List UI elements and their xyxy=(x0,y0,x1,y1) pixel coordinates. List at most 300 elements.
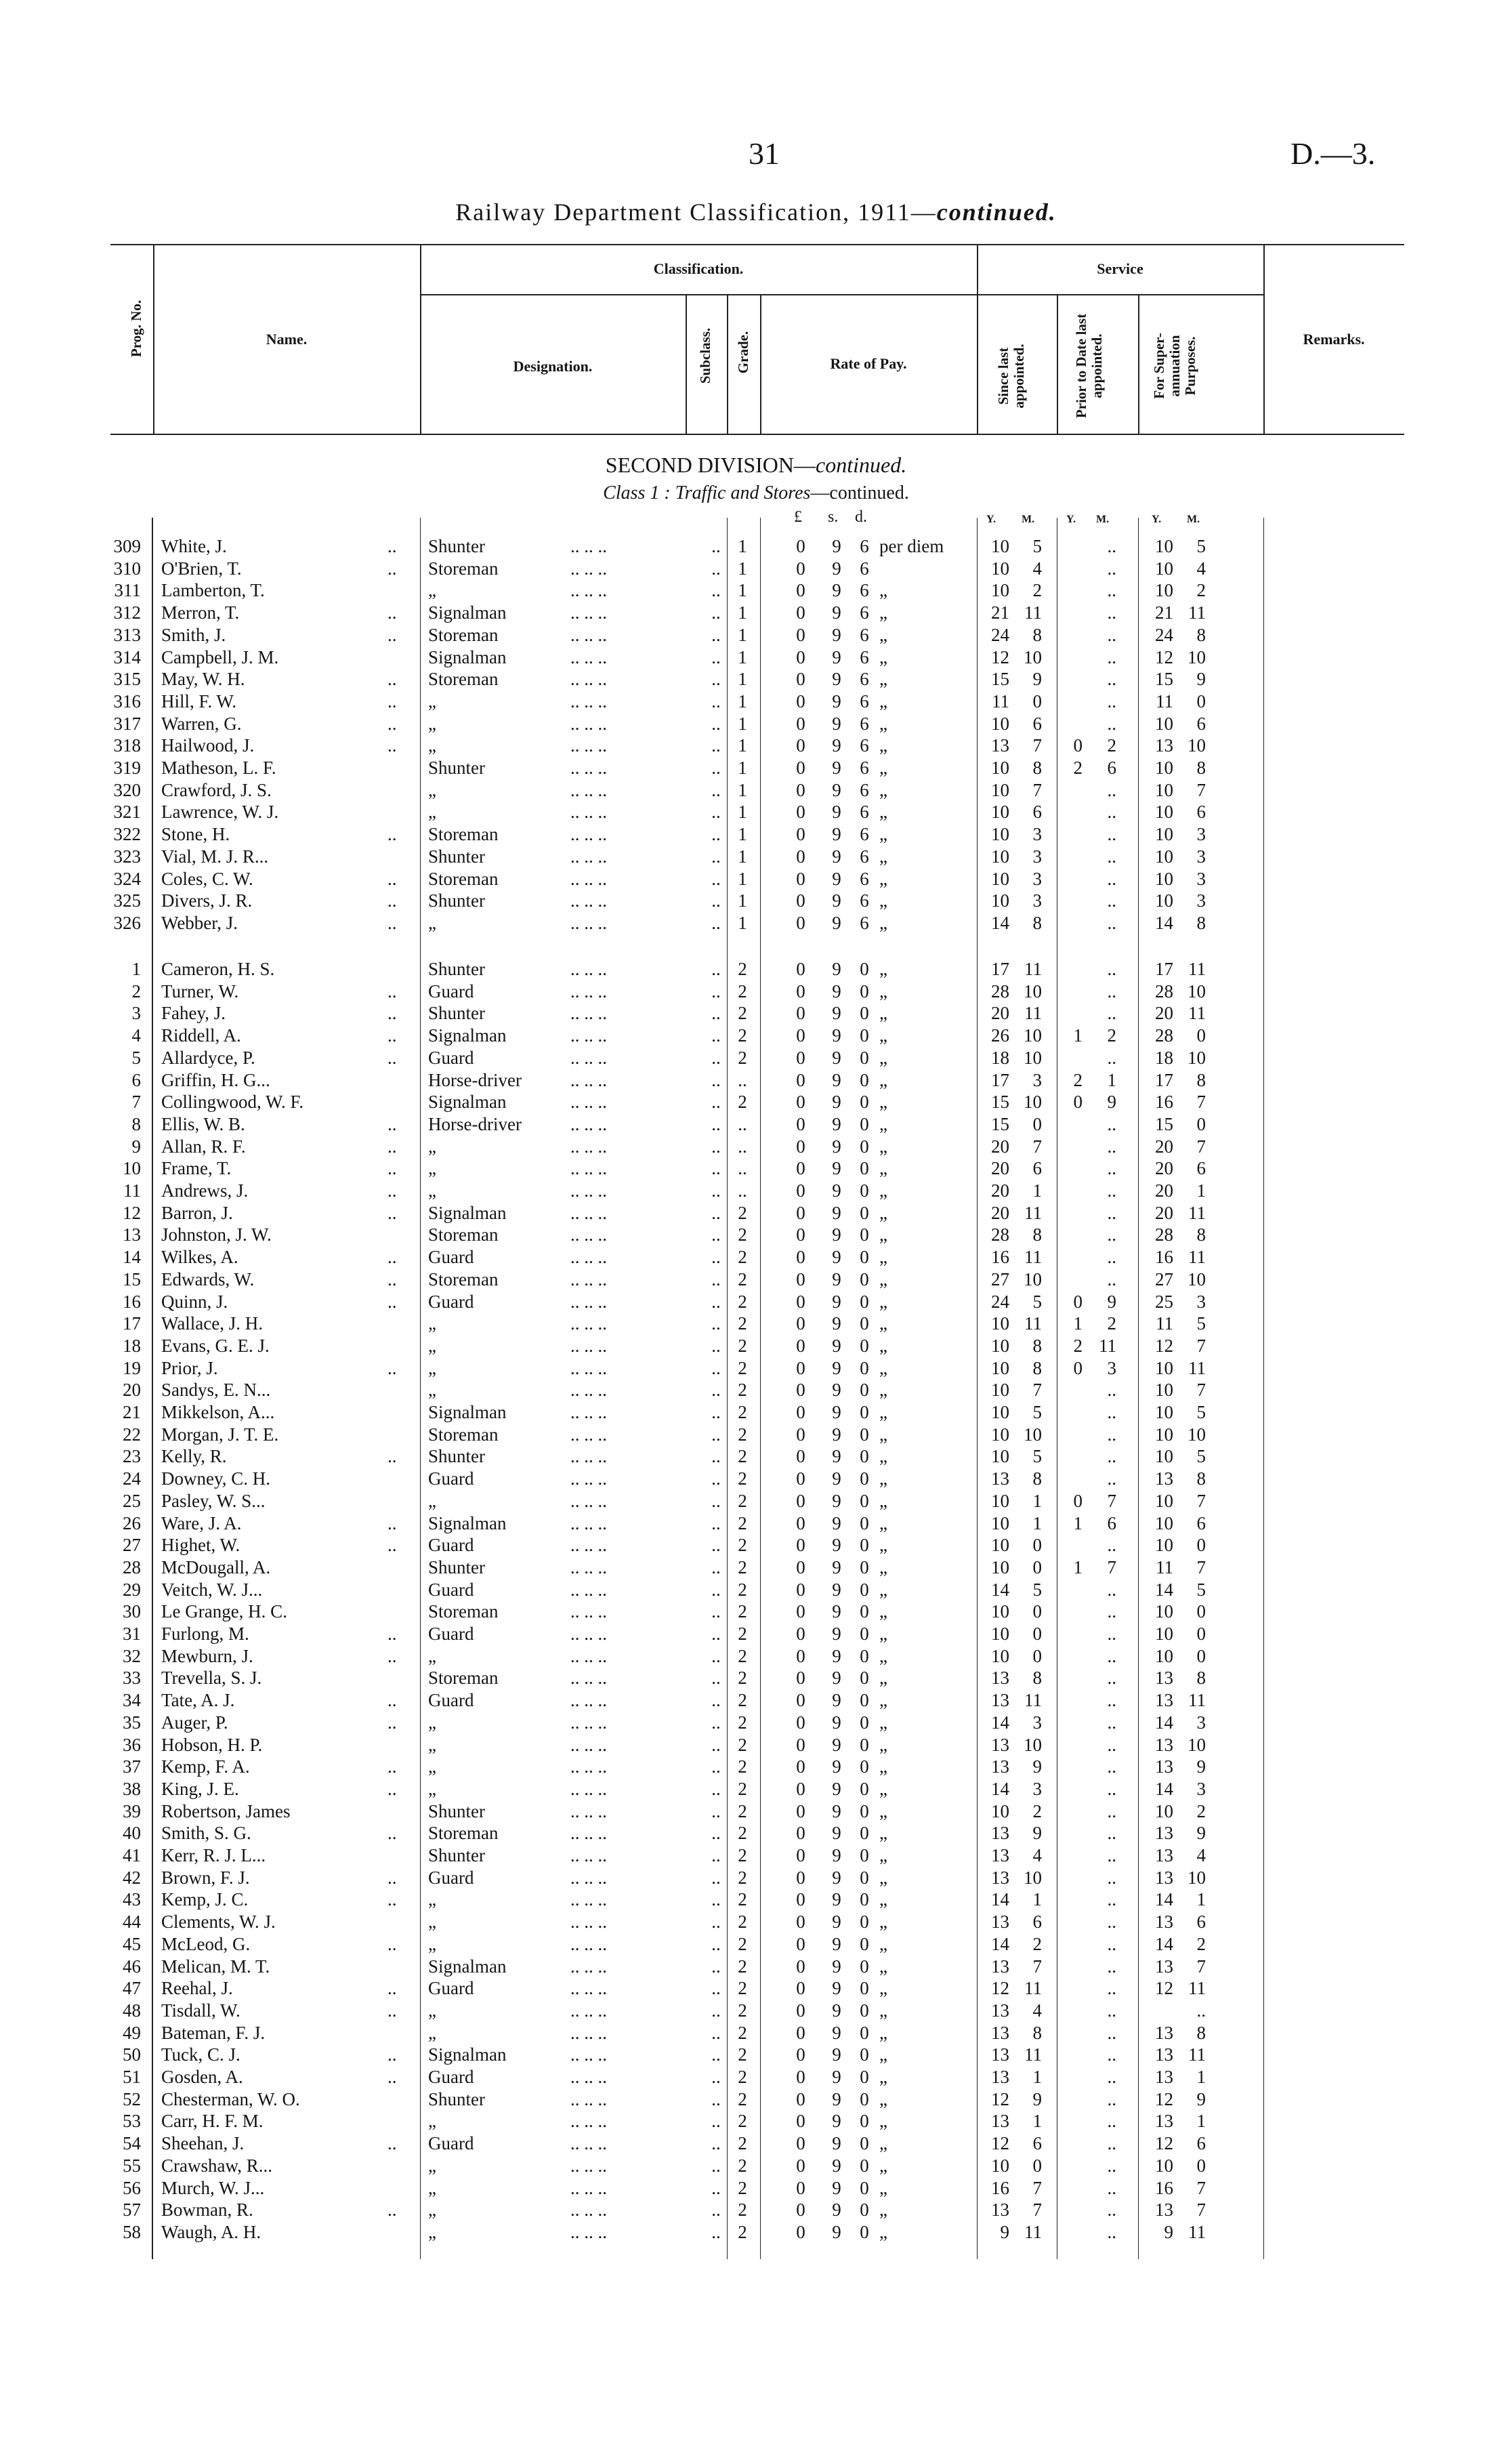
designation-cell: „ xyxy=(428,1357,436,1378)
designation-cell: Storeman xyxy=(428,868,499,889)
name-cell: Fahey, J. xyxy=(161,1003,226,1024)
designation-cell: „ xyxy=(428,1180,436,1201)
pay-shillings-cell: 9 xyxy=(832,868,841,889)
leader-dots: .. .. .. xyxy=(570,980,607,1002)
pay-pounds-cell: 0 xyxy=(796,1956,805,1977)
super-years-cell: 12 xyxy=(1155,1978,1173,1999)
class-title-c: —continued. xyxy=(810,482,909,503)
table-row xyxy=(0,1357,1512,1379)
table-row xyxy=(0,1534,1512,1556)
super-months-cell: 5 xyxy=(1196,536,1206,556)
designation-cell: „ xyxy=(428,1912,436,1933)
prog-no-cell: 20 xyxy=(123,1380,141,1401)
since-last-months-cell: 10 xyxy=(1024,1047,1042,1068)
leader-dots: .. .. .. xyxy=(570,690,607,711)
prior-months-cell: .. xyxy=(1107,602,1116,623)
pay-shillings-cell: 9 xyxy=(832,1357,841,1378)
prior-years-cell: 2 xyxy=(1073,1335,1083,1356)
prior-years-cell: 2 xyxy=(1073,1069,1083,1090)
pay-unit-cell: „ xyxy=(879,1069,887,1090)
super-years-cell: 10 xyxy=(1155,580,1173,601)
name-cell: Le Grange, H. C. xyxy=(161,1601,287,1622)
super-years-cell: 15 xyxy=(1155,1113,1173,1134)
since-last-months-cell: 8 xyxy=(1032,1668,1042,1689)
grade-cell: 1 xyxy=(738,602,747,623)
subclass-cell: .. xyxy=(711,1823,721,1844)
designation-cell: „ xyxy=(428,2111,436,2132)
prog-no-cell: 41 xyxy=(123,1845,141,1865)
since-last-months-cell: 0 xyxy=(1032,1645,1042,1666)
subclass-cell: .. xyxy=(711,912,721,933)
table-row xyxy=(0,1379,1512,1401)
since-last-years-cell: 13 xyxy=(991,1756,1009,1777)
subclass-cell: .. xyxy=(711,890,721,911)
grade-cell: 2 xyxy=(738,1823,747,1844)
table-row xyxy=(0,624,1512,646)
super-months-cell: 10 xyxy=(1188,980,1206,1002)
table-row xyxy=(0,823,1512,845)
since-last-months-cell: 8 xyxy=(1032,1357,1042,1378)
super-years-cell: 14 xyxy=(1155,912,1173,933)
name-cell: Mikkelson, A... xyxy=(161,1402,275,1422)
super-years-cell: 11 xyxy=(1156,1313,1173,1334)
since-last-months-cell: 5 xyxy=(1032,1446,1042,1467)
since-last-years-cell: 10 xyxy=(991,1313,1009,1334)
header-since-last: Since last appointed. xyxy=(995,344,1027,409)
super-years-cell: 13 xyxy=(1155,2044,1173,2065)
grade-cell: 1 xyxy=(738,779,747,800)
pay-shillings-cell: 9 xyxy=(832,1158,841,1179)
grade-cell: 1 xyxy=(738,890,747,911)
super-years-cell: 13 xyxy=(1155,1468,1173,1489)
pay-unit-cell: „ xyxy=(879,713,887,734)
page-title xyxy=(0,198,1512,226)
since-last-months-cell: 10 xyxy=(1024,1424,1042,1445)
table-row xyxy=(0,558,1512,579)
header-rate-of-pay: Rate of Pay. xyxy=(830,355,907,372)
pay-unit-cell: „ xyxy=(879,1092,887,1113)
super-years-cell: 28 xyxy=(1155,980,1173,1002)
since-last-years-cell: 10 xyxy=(991,1601,1009,1622)
designation-cell: Guard xyxy=(428,1690,474,1711)
super-months-cell: 5 xyxy=(1196,1313,1206,1334)
name-cell: Robertson, James xyxy=(161,1800,291,1821)
subclass-cell: .. xyxy=(711,1645,721,1666)
prog-no-cell: 19 xyxy=(123,1357,141,1378)
subclass-cell: .. xyxy=(711,1512,721,1533)
name-cell: Allan, R. F. xyxy=(161,1136,246,1157)
prog-no-cell: 44 xyxy=(123,1912,141,1933)
pay-unit-cell: „ xyxy=(879,959,887,979)
subclass-cell: .. xyxy=(711,1867,721,1888)
since-last-years-cell: 10 xyxy=(991,580,1009,601)
table-row xyxy=(0,1911,1512,1933)
pay-pounds-cell: 0 xyxy=(796,1202,805,1223)
prior-months-cell: .. xyxy=(1107,1712,1116,1733)
leader-dots: .. xyxy=(387,1446,397,1467)
designation-cell: Guard xyxy=(428,1468,474,1489)
pay-shillings-cell: 9 xyxy=(832,1247,841,1268)
document-code: D.—3. xyxy=(1290,136,1376,171)
pay-pounds-cell: 0 xyxy=(796,1978,805,1999)
super-years-cell: 14 xyxy=(1155,1712,1173,1733)
prior-years-cell: 0 xyxy=(1073,1490,1083,1511)
pay-pence-cell: 0 xyxy=(860,2155,869,2176)
grade-cell: 1 xyxy=(738,646,747,667)
page-number: 31 xyxy=(749,136,780,171)
super-months-cell: 3 xyxy=(1196,890,1206,911)
prior-months-cell: .. xyxy=(1107,1446,1116,1467)
designation-cell: „ xyxy=(428,1490,436,1511)
name-cell: Trevella, S. J. xyxy=(161,1668,262,1689)
pay-pence-cell: 0 xyxy=(860,2111,869,2132)
pay-unit-cell: „ xyxy=(879,2177,887,2198)
leader-dots: .. .. .. xyxy=(570,1512,607,1533)
leader-dots: .. .. .. xyxy=(570,1003,607,1024)
grade-cell: 2 xyxy=(738,2067,747,2087)
pay-shillings-cell: 9 xyxy=(832,1092,841,1113)
pay-pounds-cell: 0 xyxy=(796,1601,805,1622)
table-row xyxy=(0,646,1512,668)
prog-no-cell: 311 xyxy=(114,580,141,601)
designation-cell: Signalman xyxy=(428,1202,507,1223)
pay-pence-cell: 6 xyxy=(860,824,869,845)
name-cell: Matheson, L. F. xyxy=(161,758,276,778)
pay-shillings-cell: 9 xyxy=(832,1668,841,1689)
prior-months-cell: .. xyxy=(1107,2067,1116,2087)
super-months-cell: 0 xyxy=(1196,1624,1206,1644)
grade-cell: 2 xyxy=(738,1402,747,1422)
pay-pence-cell: 6 xyxy=(860,713,869,734)
name-cell: Kerr, R. J. L... xyxy=(161,1845,266,1865)
subclass-cell: .. xyxy=(711,2000,721,2021)
pay-unit-cell: „ xyxy=(879,2022,887,2043)
pay-shillings-cell: 9 xyxy=(832,1136,841,1157)
prior-months-cell: .. xyxy=(1107,1778,1116,1799)
super-months-cell: 2 xyxy=(1196,1800,1206,1821)
super-years-cell: 13 xyxy=(1155,1690,1173,1711)
pay-unit-cell: per diem xyxy=(879,536,944,556)
designation-cell: „ xyxy=(428,580,436,601)
pay-pounds-cell: 0 xyxy=(796,1003,805,1024)
designation-cell: „ xyxy=(428,1756,436,1777)
super-years-cell: 10 xyxy=(1155,824,1173,845)
designation-cell: Storeman xyxy=(428,1424,499,1445)
pay-pence-cell: 6 xyxy=(860,580,869,601)
prior-months-cell: .. xyxy=(1107,624,1116,645)
pay-shillings-cell: 9 xyxy=(832,2221,841,2242)
title-main: Railway Department Classification, 1911— xyxy=(455,199,937,226)
name-cell: Sheehan, J. xyxy=(161,2133,245,2154)
leader-dots: .. .. .. xyxy=(570,1224,607,1245)
leader-dots: .. .. .. xyxy=(570,1113,607,1134)
pay-unit-cell: „ xyxy=(879,1357,887,1378)
leader-dots: .. .. .. xyxy=(570,1912,607,1933)
since-last-months-cell: 5 xyxy=(1032,1402,1042,1422)
name-cell: Smith, S. G. xyxy=(161,1823,251,1844)
table-row xyxy=(0,1689,1512,1711)
table-row xyxy=(0,1956,1512,1977)
super-years-cell: 17 xyxy=(1155,959,1173,979)
designation-cell: Guard xyxy=(428,2133,474,2154)
subclass-cell: .. xyxy=(711,1690,721,1711)
table-row xyxy=(0,1180,1512,1201)
since-last-months-cell: 10 xyxy=(1024,1025,1042,1046)
pay-pence-cell: 0 xyxy=(860,1490,869,1511)
super-months-cell: 10 xyxy=(1188,1047,1206,1068)
prior-months-cell: 9 xyxy=(1107,1291,1116,1312)
table-row xyxy=(0,1313,1512,1334)
since-last-years-cell: 10 xyxy=(991,536,1009,556)
pay-unit-cell: „ xyxy=(879,2044,887,2065)
since-last-months-cell: 6 xyxy=(1032,1912,1042,1933)
leader-dots: .. xyxy=(387,2200,397,2221)
super-months-cell: 6 xyxy=(1196,1512,1206,1533)
designation-cell: „ xyxy=(428,1313,436,1334)
super-years-cell: 28 xyxy=(1155,1224,1173,1245)
subclass-cell: .. xyxy=(711,1025,721,1046)
designation-cell: Guard xyxy=(428,1978,474,1999)
prog-no-cell: 40 xyxy=(123,1823,141,1844)
grade-cell: 2 xyxy=(738,1579,747,1600)
table-row xyxy=(0,2044,1512,2065)
leader-dots: .. xyxy=(387,1823,397,1844)
prior-months-cell: 6 xyxy=(1107,758,1116,778)
pay-pounds-cell: 0 xyxy=(796,713,805,734)
designation-cell: „ xyxy=(428,802,436,823)
since-last-months-cell: 11 xyxy=(1024,1247,1042,1268)
name-cell: Gosden, A. xyxy=(161,2067,243,2087)
table-row xyxy=(0,1401,1512,1423)
since-last-years-cell: 10 xyxy=(991,558,1009,579)
leader-dots: .. .. .. xyxy=(570,1069,607,1090)
super-years-cell: 27 xyxy=(1155,1268,1173,1289)
leader-dots: .. .. .. xyxy=(570,2133,607,2154)
pay-pence-cell: 6 xyxy=(860,846,869,867)
since-last-years-cell: 10 xyxy=(991,1446,1009,1467)
subclass-cell: .. xyxy=(711,824,721,845)
leader-dots: .. xyxy=(387,980,397,1002)
prior-months-cell: .. xyxy=(1107,1579,1116,1600)
prior-months-cell: .. xyxy=(1107,1224,1116,1245)
pay-pounds-cell: 0 xyxy=(796,1291,805,1312)
prior-months-cell: .. xyxy=(1107,1268,1116,1289)
pay-shillings-cell: 9 xyxy=(832,713,841,734)
pay-shillings-cell: 9 xyxy=(832,602,841,623)
grade-cell: 2 xyxy=(738,1912,747,1933)
pay-pence-cell: 0 xyxy=(860,1180,869,1201)
grade-cell: 1 xyxy=(738,669,747,690)
grade-cell: 2 xyxy=(738,2133,747,2154)
grade-cell: 2 xyxy=(738,1512,747,1533)
header-designation: Designation. xyxy=(513,358,593,375)
prog-no-cell: 323 xyxy=(113,846,141,867)
pay-shillings-cell: 9 xyxy=(832,2022,841,2043)
leader-dots: .. .. .. xyxy=(570,1933,607,1954)
designation-cell: Storeman xyxy=(428,1668,499,1689)
leader-dots: .. .. .. xyxy=(570,1579,607,1600)
super-years-cell: 20 xyxy=(1155,1003,1173,1024)
since-last-months-cell: 7 xyxy=(1032,735,1042,756)
name-cell: Chesterman, W. O. xyxy=(161,2088,300,2109)
super-months-cell: 8 xyxy=(1196,624,1206,645)
prog-no-cell: 14 xyxy=(123,1247,141,1268)
pay-shillings-cell: 9 xyxy=(832,2133,841,2154)
name-cell: Riddell, A. xyxy=(161,1025,241,1046)
leader-dots: .. .. .. xyxy=(570,1025,607,1046)
pay-shillings-cell: 9 xyxy=(832,1380,841,1401)
since-last-years-cell: 28 xyxy=(991,1224,1009,1245)
pay-pence-cell: 0 xyxy=(860,1291,869,1312)
pay-shillings-cell: 9 xyxy=(832,1956,841,1977)
prior-months-cell: .. xyxy=(1107,1645,1116,1666)
table-row xyxy=(0,1445,1512,1467)
designation-cell: Signalman xyxy=(428,1956,507,1977)
since-last-months-cell: 11 xyxy=(1024,1313,1042,1334)
header-name: Name. xyxy=(266,331,308,348)
since-last-months-cell: 3 xyxy=(1032,1778,1042,1799)
leader-dots: .. xyxy=(387,624,397,645)
header-service: Service xyxy=(1097,260,1143,277)
super-months-cell: 0 xyxy=(1196,1025,1206,1046)
since-last-years-cell: 14 xyxy=(991,1889,1009,1910)
pay-unit-cell: „ xyxy=(879,1113,887,1134)
super-years-cell: 10 xyxy=(1155,1624,1173,1644)
table-row xyxy=(0,1224,1512,1245)
pay-pence-cell: 0 xyxy=(860,1247,869,1268)
pay-unit-cell: „ xyxy=(879,2221,887,2242)
designation-cell: „ xyxy=(428,735,436,756)
pay-pence-cell: 0 xyxy=(860,1556,869,1577)
name-cell: Reehal, J. xyxy=(161,1978,233,1999)
super-years-cell: 17 xyxy=(1155,1069,1173,1090)
pay-shillings-cell: 9 xyxy=(832,1978,841,1999)
table-row xyxy=(0,801,1512,823)
header-prior-to-date: Prior to Date last appointed. xyxy=(1073,313,1105,419)
subclass-cell: .. xyxy=(711,1912,721,1933)
col-divider xyxy=(727,294,728,435)
designation-cell: Guard xyxy=(428,1291,474,1312)
prog-no-cell: 34 xyxy=(123,1690,141,1711)
header-remarks: Remarks. xyxy=(1303,331,1365,348)
prior-months-cell: .. xyxy=(1107,1468,1116,1489)
leader-dots: .. xyxy=(387,912,397,933)
leader-dots: .. .. .. xyxy=(570,959,607,979)
pay-pence-cell: 6 xyxy=(860,690,869,711)
table-row xyxy=(0,668,1512,690)
super-months-cell: 5 xyxy=(1196,1446,1206,1467)
pay-pence-cell: 6 xyxy=(860,779,869,800)
super-years-cell: 12 xyxy=(1155,646,1173,667)
pay-shillings-cell: 9 xyxy=(832,1601,841,1622)
table-row xyxy=(0,2132,1512,2154)
name-cell: Wallace, J. H. xyxy=(161,1313,264,1334)
pay-pence-cell: 0 xyxy=(860,1357,869,1378)
leader-dots: .. xyxy=(387,735,397,756)
pay-shillings-cell: 9 xyxy=(832,1069,841,1090)
since-last-years-cell: 14 xyxy=(991,1933,1009,1954)
unit-years: Y. xyxy=(1152,514,1162,525)
pay-shillings-cell: 9 xyxy=(832,1003,841,1024)
super-months-cell: 11 xyxy=(1188,2044,1206,2065)
designation-cell: Shunter xyxy=(428,1845,485,1865)
designation-cell: Signalman xyxy=(428,1025,507,1046)
since-last-months-cell: 9 xyxy=(1032,669,1042,690)
name-cell: Melican, M. T. xyxy=(161,1956,270,1977)
subclass-cell: .. xyxy=(711,2088,721,2109)
grade-cell: 2 xyxy=(738,1357,747,1378)
grade-cell: 2 xyxy=(738,2000,747,2021)
prog-no-cell: 11 xyxy=(123,1180,141,1201)
since-last-years-cell: 12 xyxy=(991,2133,1009,2154)
prior-months-cell: .. xyxy=(1107,980,1116,1002)
table-row xyxy=(0,2199,1512,2221)
table-row xyxy=(0,735,1512,756)
name-cell: Evans, G. E. J. xyxy=(161,1335,270,1356)
pay-unit-cell: „ xyxy=(879,1025,887,1046)
super-months-cell: 0 xyxy=(1196,1645,1206,1666)
pay-unit-cell: „ xyxy=(879,1800,887,1821)
pay-pence-cell: 0 xyxy=(860,1823,869,1844)
since-last-years-cell: 13 xyxy=(991,2000,1009,2021)
since-last-months-cell: 3 xyxy=(1032,868,1042,889)
header-mid-rule xyxy=(420,294,1263,295)
subclass-cell: .. xyxy=(711,690,721,711)
name-cell: Webber, J. xyxy=(161,912,238,933)
super-months-cell: 8 xyxy=(1196,758,1206,778)
prog-no-cell: 6 xyxy=(131,1069,141,1090)
super-months-cell: 7 xyxy=(1196,1556,1206,1577)
pay-pounds-cell: 0 xyxy=(796,1512,805,1533)
since-last-years-cell: 26 xyxy=(991,1025,1009,1046)
class-title-a: Class 1 : xyxy=(603,482,675,503)
pay-pounds-cell: 0 xyxy=(796,1069,805,1090)
pay-pounds-cell: 0 xyxy=(796,624,805,645)
since-last-months-cell: 8 xyxy=(1032,1335,1042,1356)
since-last-months-cell: 2 xyxy=(1032,1800,1042,1821)
since-last-years-cell: 20 xyxy=(991,1003,1009,1024)
name-cell: Crawshaw, R... xyxy=(161,2155,272,2176)
super-years-cell: 9 xyxy=(1164,2221,1173,2242)
leader-dots: .. .. .. xyxy=(570,1268,607,1289)
table-row xyxy=(0,1091,1512,1113)
pay-pounds-cell: 0 xyxy=(796,2221,805,2242)
unit-pounds: £ xyxy=(794,508,802,526)
grade-cell: 2 xyxy=(738,1335,747,1356)
designation-cell: „ xyxy=(428,1158,436,1179)
prog-no-cell: 47 xyxy=(123,1978,141,1999)
grade-cell: 2 xyxy=(738,1268,747,1289)
subclass-cell: .. xyxy=(711,1800,721,1821)
name-cell: Cameron, H. S. xyxy=(161,959,275,979)
name-cell: Collingwood, W. F. xyxy=(161,1092,304,1113)
prior-months-cell: .. xyxy=(1107,646,1116,667)
subclass-cell: .. xyxy=(711,1136,721,1157)
pay-pence-cell: 0 xyxy=(860,1579,869,1600)
super-years-cell: 10 xyxy=(1155,558,1173,579)
leader-dots: .. .. .. xyxy=(570,669,607,690)
since-last-months-cell: 8 xyxy=(1032,912,1042,933)
subclass-cell: .. xyxy=(711,868,721,889)
prog-no-cell: 48 xyxy=(123,2000,141,2021)
since-last-years-cell: 10 xyxy=(991,1424,1009,1445)
prog-no-cell: 312 xyxy=(113,602,141,623)
since-last-years-cell: 13 xyxy=(991,735,1009,756)
unit-years: Y. xyxy=(1066,514,1076,525)
leader-dots: .. xyxy=(387,2000,397,2021)
prog-no-cell: 3 xyxy=(131,1003,141,1024)
name-cell: Campbell, J. M. xyxy=(161,646,279,667)
